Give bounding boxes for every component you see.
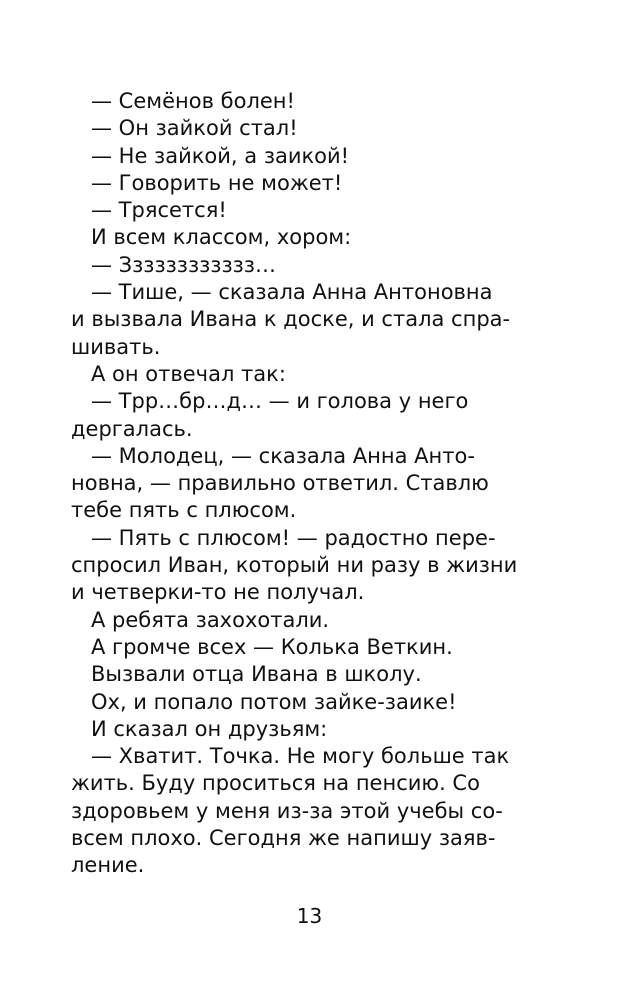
text-line: дергалась.	[71, 416, 193, 441]
text-line: — Молодец, — сказала Анна Анто-	[91, 443, 475, 468]
text-line: жить. Буду проситься на пенсию. Со	[71, 771, 480, 796]
text-line: А ребята захохотали.	[91, 607, 330, 632]
text-line: новна, — правильно ответил. Ставлю	[71, 471, 489, 496]
text-line: тебе пять с плюсом.	[71, 498, 297, 523]
text-line: — Трясется!	[91, 198, 227, 223]
text-line: А громче всех — Колька Веткин.	[91, 634, 453, 659]
text-line: Ох, и попало потом зайке-заике!	[91, 689, 457, 714]
text-line: А он отвечал так:	[91, 361, 286, 386]
text-line: спросил Иван, который ни разу в жизни	[71, 553, 518, 578]
text-line: и вызвала Ивана к доске, и стала спра-	[71, 307, 511, 332]
text-line: — Тише, — сказала Анна Антоновна	[91, 280, 493, 305]
text-line: — Хватит. Точка. Не могу больше так	[91, 744, 510, 769]
text-line: — Семёнов болен!	[91, 89, 295, 113]
text-line: И сказал он друзьям:	[91, 716, 328, 741]
text-line: — Зззззззззззз…	[91, 252, 276, 277]
text-line: здоровьем у меня из-за этой учебы со-	[71, 798, 503, 823]
text-line: — Говорить не может!	[91, 170, 343, 195]
text-line: и четверки-то не получал.	[71, 580, 365, 605]
text-line: — Не зайкой, а заикой!	[91, 143, 350, 168]
text-line: шивать.	[71, 334, 161, 359]
text-line: — Он зайкой стал!	[91, 116, 298, 141]
text-line: всем плохо. Сегодня же напишу заяв-	[71, 826, 496, 851]
page-number: 13	[296, 904, 323, 928]
text-line: И всем классом, хором:	[91, 225, 352, 250]
text-line: ление.	[71, 853, 145, 878]
text-line: Вызвали отца Ивана в школу.	[91, 662, 422, 687]
text-line: — Трр…бр…д… — и голова у него	[91, 389, 469, 414]
text-line: — Пять с плюсом! — радостно пере-	[91, 525, 496, 550]
page-text	[71, 88, 523, 880]
